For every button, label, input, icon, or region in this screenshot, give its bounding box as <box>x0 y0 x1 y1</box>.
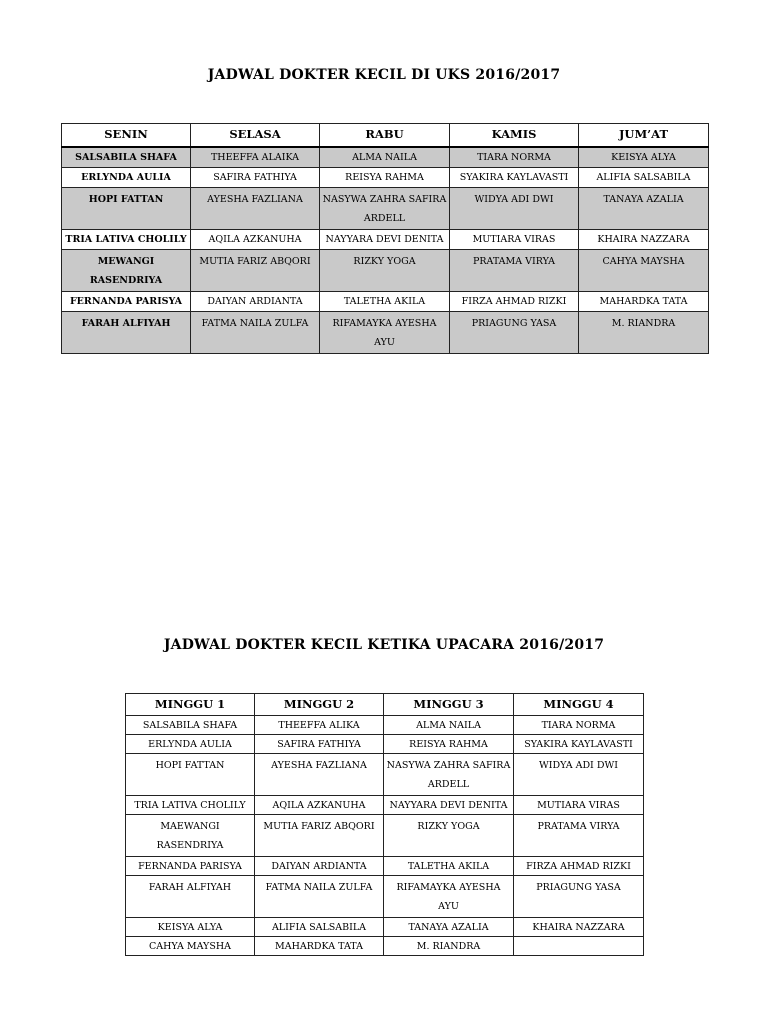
table-cell: THEEFFA ALIKA <box>255 716 384 735</box>
table-row <box>62 168 709 188</box>
table-cell: KEISYA ALYA <box>579 147 709 168</box>
table-cell: NAYYARA DEVI DENITA <box>384 796 514 815</box>
table-cell: REISYA RAHMA <box>320 168 450 188</box>
uks-schedule-title: JADWAL DOKTER KECIL DI UKS 2016/2017 <box>207 67 561 83</box>
table-cell: NASYWA ZAHRA SAFIRA ARDELL <box>384 754 514 796</box>
table-cell: MUTIARA VIRAS <box>514 796 644 815</box>
table-cell: MUTIA FARIZ ABQORI <box>191 250 320 292</box>
table-cell: AYESHA FAZLIANA <box>255 754 384 796</box>
table-cell: PRIAGUNG YASA <box>450 312 579 354</box>
table-cell: TRIA LATIVA CHOLILY <box>62 230 191 250</box>
table-row <box>62 188 709 230</box>
column-header-minggu-2: MINGGU 2 <box>255 694 384 716</box>
table-cell: TRIA LATIVA CHOLILY <box>126 796 255 815</box>
table-cell: HOPI FATTAN <box>62 188 191 230</box>
table-row <box>62 312 709 354</box>
table-cell: TANAYA AZALIA <box>579 188 709 230</box>
table-cell: FIRZA AHMAD RIZKI <box>450 292 579 312</box>
column-header-minggu-3: MINGGU 3 <box>384 694 514 716</box>
column-header-senin: SENIN <box>62 124 191 148</box>
table-cell: SAFIRA FATHIYA <box>255 735 384 754</box>
table-cell: M. RIANDRA <box>579 312 709 354</box>
column-header-rabu: RABU <box>320 124 450 148</box>
table-cell: PRIAGUNG YASA <box>514 876 644 918</box>
table-cell: SAFIRA FATHIYA <box>191 168 320 188</box>
column-header-jumat: JUM’AT <box>579 124 709 148</box>
table-cell: AQILA AZKANUHA <box>255 796 384 815</box>
table-row <box>126 876 644 918</box>
table-cell: SALSABILA SHAFA <box>62 147 191 168</box>
table-cell: PRATAMA VIRYA <box>514 815 644 857</box>
table-cell: ALMA NAILA <box>320 147 450 168</box>
table-cell: FATMA NAILA ZULFA <box>255 876 384 918</box>
table-cell: MUTIARA VIRAS <box>450 230 579 250</box>
table-cell: SYAKIRA KAYLAVASTI <box>514 735 644 754</box>
table-row <box>126 937 644 956</box>
table-cell: KEISYA ALYA <box>126 918 255 937</box>
table-cell: ERLYNDA AULIA <box>62 168 191 188</box>
upacara-schedule-title: JADWAL DOKTER KECIL KETIKA UPACARA 2016/2017 <box>163 637 605 653</box>
table-cell: AQILA AZKANUHA <box>191 230 320 250</box>
table-row <box>126 735 644 754</box>
table-cell: DAIYAN ARDIANTA <box>191 292 320 312</box>
table-cell: WIDYA ADI DWI <box>514 754 644 796</box>
table-cell: RIFAMAYKA AYESHA AYU <box>320 312 450 354</box>
table-row <box>62 147 709 168</box>
column-header-minggu-1: MINGGU 1 <box>126 694 255 716</box>
table-cell: FIRZA AHMAD RIZKI <box>514 857 644 876</box>
table-cell: ALIFIA SALSABILA <box>579 168 709 188</box>
table-cell: ALIFIA SALSABILA <box>255 918 384 937</box>
table-row <box>126 857 644 876</box>
table-cell: KHAIRA NAZZARA <box>514 918 644 937</box>
table-cell: MUTIA FARIZ ABQORI <box>255 815 384 857</box>
table-row <box>62 250 709 292</box>
table-cell: WIDYA ADI DWI <box>450 188 579 230</box>
table-cell: PRATAMA VIRYA <box>450 250 579 292</box>
table-row <box>126 754 644 796</box>
table-cell: TALETHA AKILA <box>320 292 450 312</box>
table-row <box>126 796 644 815</box>
table-cell: FATMA NAILA ZULFA <box>191 312 320 354</box>
table-row <box>126 918 644 937</box>
table-cell: TIARA NORMA <box>514 716 644 735</box>
upacara-schedule-table <box>125 693 644 956</box>
table-cell: M. RIANDRA <box>384 937 514 956</box>
table-cell: MAHARDKA TATA <box>255 937 384 956</box>
table-cell: DAIYAN ARDIANTA <box>255 857 384 876</box>
table-cell: REISYA RAHMA <box>384 735 514 754</box>
table-cell: FERNANDA PARISYA <box>126 857 255 876</box>
table-cell: FARAH ALFIYAH <box>126 876 255 918</box>
table-cell: NAYYARA DEVI DENITA <box>320 230 450 250</box>
table-cell: MAEWANGI RASENDRIYA <box>126 815 255 857</box>
table-cell <box>514 937 644 956</box>
table-row <box>126 716 644 735</box>
table-cell: MEWANGI RASENDRIYA <box>62 250 191 292</box>
table-cell: MAHARDKA TATA <box>579 292 709 312</box>
table-cell: RIZKY YOGA <box>320 250 450 292</box>
table-cell: RIFAMAYKA AYESHA AYU <box>384 876 514 918</box>
table-cell: CAHYA MAYSHA <box>579 250 709 292</box>
table-cell: ERLYNDA AULIA <box>126 735 255 754</box>
table-cell: NASYWA ZAHRA SAFIRA ARDELL <box>320 188 450 230</box>
table-cell: TIARA NORMA <box>450 147 579 168</box>
column-header-kamis: KAMIS <box>450 124 579 148</box>
table-cell: TANAYA AZALIA <box>384 918 514 937</box>
table-header-row <box>62 124 709 148</box>
table-row <box>126 815 644 857</box>
table-cell: FERNANDA PARISYA <box>62 292 191 312</box>
table-cell: CAHYA MAYSHA <box>126 937 255 956</box>
table-cell: TALETHA AKILA <box>384 857 514 876</box>
table-cell: ALMA NAILA <box>384 716 514 735</box>
table-cell: FARAH ALFIYAH <box>62 312 191 354</box>
table-row <box>62 230 709 250</box>
table-cell: AYESHA FAZLIANA <box>191 188 320 230</box>
table-cell: THEEFFA ALAIKA <box>191 147 320 168</box>
table-cell: KHAIRA NAZZARA <box>579 230 709 250</box>
table-cell: SYAKIRA KAYLAVASTI <box>450 168 579 188</box>
column-header-selasa: SELASA <box>191 124 320 148</box>
table-header-row <box>126 694 644 716</box>
column-header-minggu-4: MINGGU 4 <box>514 694 644 716</box>
table-row <box>62 292 709 312</box>
table-cell: HOPI FATTAN <box>126 754 255 796</box>
table-cell: SALSABILA SHAFA <box>126 716 255 735</box>
uks-schedule-table <box>61 123 709 354</box>
table-cell: RIZKY YOGA <box>384 815 514 857</box>
